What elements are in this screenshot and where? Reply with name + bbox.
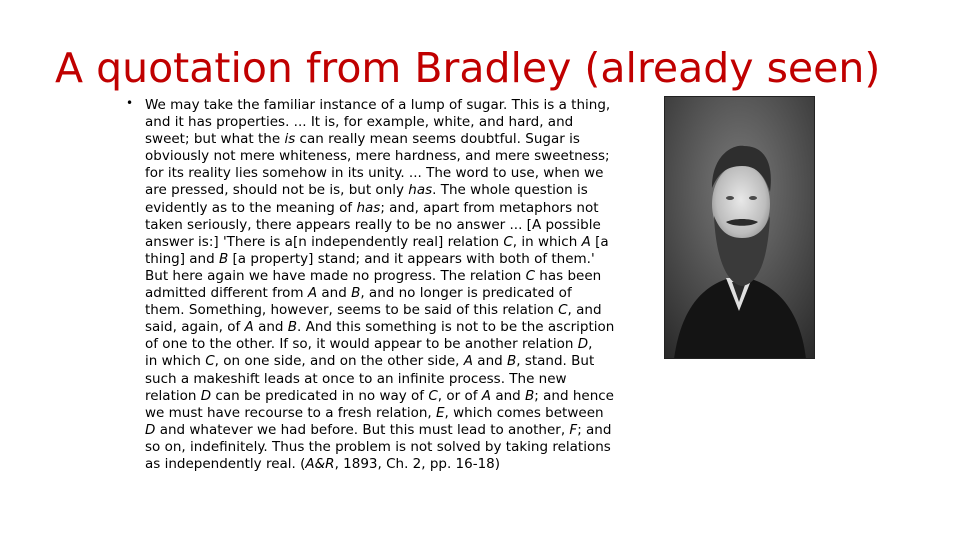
quote-line [145, 456, 665, 473]
quote-text: as independently real. ( [145, 455, 306, 472]
quote-text: taken seriously, there appears really to be no answer ... [A possible [145, 216, 601, 233]
quote-italic-term: has [408, 182, 433, 199]
quote-italic-term: B [525, 387, 535, 404]
quote-line [145, 302, 665, 319]
quote-text: , and no longer is predicated of [360, 285, 572, 302]
quote-line [145, 217, 665, 234]
quote-line [145, 165, 665, 182]
quote-italic-term: C [503, 233, 513, 250]
quote-text: for its reality lies somehow in its unity. ... The word to use, when we [145, 165, 604, 182]
quote-line [145, 285, 665, 302]
quote-paragraph [145, 97, 665, 473]
quote-text: of one to the other. If so, it would appear to be another relation [145, 336, 578, 353]
quote-text: admitted different from [145, 285, 308, 302]
quote-italic-term: C [428, 387, 438, 404]
quote-text: said, again, of [145, 319, 245, 336]
quote-text: and [473, 353, 507, 370]
quote-text: . And this something is not to be the ascription [297, 319, 615, 336]
quote-line [145, 319, 665, 336]
quote-line [145, 234, 665, 251]
quote-text: we must have recourse to a fresh relation, [145, 404, 436, 421]
quote-italic-term: A [581, 233, 591, 250]
quote-text: obviously not mere whiteness, mere hardness, and mere sweetness; [145, 148, 610, 165]
quote-text: and it has properties. ... It is, for example, white, and hard, and [145, 114, 574, 131]
quote-text: thing] and [145, 250, 219, 267]
quote-italic-term: A [481, 387, 492, 404]
quote-italic-term: B [506, 353, 517, 370]
quote-text: , which comes between [444, 404, 604, 421]
quote-text: [a property] stand; and it appears with both of them.' [228, 250, 595, 267]
quote-text: , and [567, 302, 602, 319]
quote-italic-term: B [287, 319, 298, 336]
quote-italic-term: E [435, 404, 445, 421]
quote-italic-term: A [244, 319, 254, 336]
quote-text: are pressed, should not be is, but only [145, 182, 409, 199]
quote-italic-term: B [218, 250, 229, 267]
quote-line [145, 182, 665, 199]
quote-italic-term: has [356, 199, 381, 216]
slide-title: A quotation from Bradley (already seen) [55, 44, 881, 92]
quote-text: so on, indefinitely. Thus the problem is not solved by taking relations [145, 438, 611, 455]
quote-text: evidently as to the meaning of [145, 199, 357, 216]
quote-text: relation [145, 387, 201, 404]
quote-line [145, 353, 665, 370]
quote-line [145, 148, 665, 165]
quote-text: and [317, 285, 352, 302]
quote-text: and [491, 387, 526, 404]
quote-text: such a makeshift leads at once to an infinite process. The new [145, 370, 567, 387]
quote-italic-term: A&R [305, 455, 335, 472]
quote-text: sweet; but what the [145, 131, 285, 148]
quote-text: ; and hence [534, 387, 614, 404]
quote-text: . The whole question is [432, 182, 588, 199]
bullet-marker: • [126, 96, 134, 110]
quote-line [145, 422, 665, 439]
quote-italic-term: is [284, 131, 296, 148]
quote-italic-term: A [463, 353, 473, 370]
quote-italic-term: A [307, 285, 318, 302]
quote-italic-term: D [145, 421, 156, 438]
quote-line [145, 268, 665, 285]
quote-text: , on one side, and on the other side, [214, 353, 464, 370]
quote-italic-term: B [351, 285, 361, 302]
quote-text: But here again we have made no progress. The relation [145, 267, 526, 284]
quote-italic-term: C [205, 353, 215, 370]
quote-line [145, 114, 665, 131]
quote-text: and whatever we had before. But this must lead to another, [155, 421, 570, 438]
quote-italic-term: D [577, 336, 589, 353]
quote-text: them. Something, however, seems to be said of this relation [145, 302, 559, 319]
quote-line [145, 336, 665, 353]
quote-text: can really mean seems doubtful. Sugar is [295, 131, 580, 148]
portrait-photo [664, 96, 815, 359]
quote-text: , stand. But [516, 353, 595, 370]
quote-text: has been [535, 267, 602, 284]
quote-text: , 1893, Ch. 2, pp. 16-18) [334, 455, 501, 472]
quote-line [145, 388, 665, 405]
quote-text: can be predicated in no way of [211, 387, 429, 404]
quote-text: ; and, apart from metaphors not [380, 199, 599, 216]
quote-line [145, 371, 665, 388]
quote-text: We may take the familiar instance of a lump of sugar. This is a thing, [145, 97, 611, 113]
quote-text: , in which [512, 233, 582, 250]
quote-text: and [253, 319, 288, 336]
quote-italic-term: C [525, 267, 536, 284]
quote-line [145, 405, 665, 422]
quote-italic-term: D [200, 387, 212, 404]
quote-italic-term: F [569, 421, 578, 438]
quote-text: , [588, 336, 593, 353]
quote-line [145, 439, 665, 456]
quote-line [145, 251, 665, 268]
quote-text: ; and [577, 421, 612, 438]
quote-line [145, 97, 665, 114]
quote-text: , or of [437, 387, 482, 404]
quote-text: answer is:] 'There is a[n independently real] relation [145, 233, 504, 250]
quote-line [145, 200, 665, 217]
quote-line [145, 131, 665, 148]
quote-text: [a [590, 233, 609, 250]
quote-italic-term: C [558, 302, 568, 319]
quote-text: in which [145, 353, 206, 370]
